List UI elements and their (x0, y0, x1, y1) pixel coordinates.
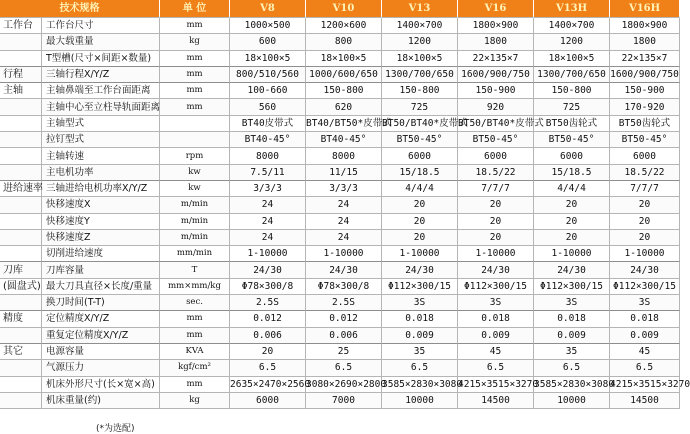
value-cell: 6.5 (230, 360, 306, 376)
value-cell: 24/30 (610, 262, 680, 278)
category-cell: 进给速率 (0, 181, 42, 197)
header-model: V8 (230, 0, 306, 18)
table-row (0, 311, 680, 327)
value-cell: 6000 (534, 148, 610, 164)
value-cell: 1800 (610, 34, 680, 50)
value-cell: 1400×700 (382, 18, 458, 34)
value-cell: 22×135×7 (458, 51, 534, 67)
value-cell: 24/30 (534, 262, 610, 278)
category-cell (0, 214, 42, 230)
value-cell: 0.018 (610, 311, 680, 327)
header-model: V16 (458, 0, 534, 18)
unit-cell: sec. (160, 295, 230, 311)
value-cell: BT40皮带式 (230, 116, 306, 132)
parameter-cell: 工作台尺寸 (42, 18, 160, 34)
value-cell: 2.5S (230, 295, 306, 311)
value-cell: 15/18.5 (534, 165, 610, 181)
value-cell: Φ112×300/15 (534, 279, 610, 295)
category-cell: 刀库 (0, 262, 42, 278)
category-cell: 主轴 (0, 83, 42, 99)
value-cell: 24 (306, 197, 382, 213)
parameter-cell: 主轴转速 (42, 148, 160, 164)
unit-cell: mm (160, 328, 230, 344)
value-cell: 10000 (534, 393, 610, 409)
value-cell: 6000 (382, 148, 458, 164)
category-cell (0, 34, 42, 50)
unit-cell: mm (160, 18, 230, 34)
parameter-cell: 机床外形尺寸(长×宽×高) (42, 377, 160, 393)
value-cell: BT50齿轮式 (534, 116, 610, 132)
parameter-cell: 换刀时间(T-T) (42, 295, 160, 311)
value-cell: 20 (382, 214, 458, 230)
value-cell: 0.006 (306, 328, 382, 344)
table-row (0, 230, 680, 246)
optional-note: (*为选配) (96, 424, 135, 434)
parameter-cell: 刀库容量 (42, 262, 160, 278)
table-row (0, 214, 680, 230)
value-cell: BT50-45° (382, 132, 458, 148)
value-cell: 0.018 (382, 311, 458, 327)
value-cell: 20 (610, 197, 680, 213)
value-cell: 800 (306, 34, 382, 50)
category-cell (0, 393, 42, 409)
value-cell: 3585×2830×3080 (534, 377, 610, 393)
value-cell: 1400×700 (534, 18, 610, 34)
value-cell: 1200 (382, 34, 458, 50)
unit-cell: mm (160, 377, 230, 393)
value-cell: 20 (382, 230, 458, 246)
value-cell: 560 (230, 99, 306, 115)
category-cell (0, 230, 42, 246)
unit-cell: mm (160, 51, 230, 67)
parameter-cell: T型槽(尺寸×间距×数量) (42, 51, 160, 67)
value-cell: 1000/600/650 (306, 67, 382, 83)
value-cell: 14500 (458, 393, 534, 409)
value-cell: 100-660 (230, 83, 306, 99)
value-cell: 7/7/7 (610, 181, 680, 197)
value-cell: 3/3/3 (230, 181, 306, 197)
parameter-cell: 切削进给速度 (42, 246, 160, 262)
unit-cell: T (160, 262, 230, 278)
value-cell: 150-900 (610, 83, 680, 99)
unit-cell: mm×mm/kg (160, 279, 230, 295)
value-cell: 0.009 (534, 328, 610, 344)
value-cell: 0.012 (306, 311, 382, 327)
value-cell: 20 (458, 230, 534, 246)
value-cell: 1300/700/650 (534, 67, 610, 83)
value-cell: 20 (534, 197, 610, 213)
value-cell: 4215×3515×3270 (610, 377, 680, 393)
category-cell (0, 116, 42, 132)
unit-cell: mm (160, 99, 230, 115)
value-cell: 0.006 (230, 328, 306, 344)
unit-cell: mm (160, 83, 230, 99)
value-cell: 10000 (382, 393, 458, 409)
table-row (0, 83, 680, 99)
value-cell: 7.5/11 (230, 165, 306, 181)
table-row (0, 328, 680, 344)
value-cell: 24 (230, 230, 306, 246)
value-cell: 8000 (230, 148, 306, 164)
unit-cell: rpm (160, 148, 230, 164)
unit-cell: kw (160, 165, 230, 181)
value-cell: 3S (610, 295, 680, 311)
value-cell: 24/30 (230, 262, 306, 278)
category-cell: (圆盘式) (0, 279, 42, 295)
value-cell: 1-10000 (382, 246, 458, 262)
value-cell: 7000 (306, 393, 382, 409)
value-cell: 45 (458, 344, 534, 360)
parameter-cell: 主轴中心至立柱导轨面距离 (42, 99, 160, 115)
value-cell: 20 (534, 214, 610, 230)
header-spec: 技术规格 (0, 0, 160, 18)
category-cell (0, 51, 42, 67)
value-cell: 6000 (230, 393, 306, 409)
value-cell: 0.012 (230, 311, 306, 327)
value-cell: 150-800 (306, 83, 382, 99)
unit-cell (160, 132, 230, 148)
table-row (0, 393, 680, 409)
parameter-cell: 最大刀具直径×长度/重量 (42, 279, 160, 295)
unit-cell: kw (160, 181, 230, 197)
parameter-cell: 快移速度Z (42, 230, 160, 246)
value-cell: 4/4/4 (382, 181, 458, 197)
value-cell: BT50齿轮式 (610, 116, 680, 132)
category-cell: 其它 (0, 344, 42, 360)
table-row (0, 148, 680, 164)
value-cell: BT40-45° (230, 132, 306, 148)
value-cell: 24/30 (382, 262, 458, 278)
category-cell (0, 377, 42, 393)
table-row (0, 344, 680, 360)
value-cell: 15/18.5 (382, 165, 458, 181)
value-cell: 1-10000 (230, 246, 306, 262)
value-cell: 1200×600 (306, 18, 382, 34)
parameter-cell: 主轴鼻端至工作台面距离 (42, 83, 160, 99)
value-cell: 18.5/22 (458, 165, 534, 181)
parameter-cell: 定位精度X/Y/Z (42, 311, 160, 327)
header-model: V16H (610, 0, 680, 18)
value-cell: 1800 (458, 34, 534, 50)
table-row (0, 197, 680, 213)
value-cell: 150-900 (458, 83, 534, 99)
unit-cell: mm/min (160, 246, 230, 262)
table-row (0, 377, 680, 393)
value-cell: 920 (458, 99, 534, 115)
value-cell: 3S (534, 295, 610, 311)
value-cell: 22×135×7 (610, 51, 680, 67)
value-cell: 20 (230, 344, 306, 360)
value-cell: 170-920 (610, 99, 680, 115)
value-cell: 1800×900 (458, 18, 534, 34)
value-cell: 24 (306, 230, 382, 246)
table-row (0, 132, 680, 148)
value-cell: 0.009 (458, 328, 534, 344)
parameter-cell: 重复定位精度X/Y/Z (42, 328, 160, 344)
unit-cell: m/min (160, 230, 230, 246)
value-cell: 1800×900 (610, 18, 680, 34)
unit-cell: KVA (160, 344, 230, 360)
value-cell: 150-800 (382, 83, 458, 99)
category-cell (0, 328, 42, 344)
table-row (0, 34, 680, 50)
value-cell: 725 (534, 99, 610, 115)
category-cell (0, 99, 42, 115)
value-cell: 725 (382, 99, 458, 115)
value-cell: 1-10000 (306, 246, 382, 262)
value-cell: 24 (230, 214, 306, 230)
table-row (0, 51, 680, 67)
unit-cell: kg (160, 34, 230, 50)
value-cell: 3585×2830×3080 (382, 377, 458, 393)
value-cell: 20 (610, 214, 680, 230)
header-model: V13H (534, 0, 610, 18)
value-cell: 18×100×5 (306, 51, 382, 67)
value-cell: 4215×3515×3270 (458, 377, 534, 393)
value-cell: 0.018 (534, 311, 610, 327)
value-cell: 6.5 (610, 360, 680, 376)
unit-cell: m/min (160, 214, 230, 230)
category-cell: 工作台 (0, 18, 42, 34)
unit-cell: mm (160, 67, 230, 83)
table-row (0, 116, 680, 132)
category-cell (0, 165, 42, 181)
parameter-cell: 三轴行程X/Y/Z (42, 67, 160, 83)
category-cell (0, 295, 42, 311)
value-cell: BT50/BT40*皮带式 (382, 116, 458, 132)
value-cell: 7/7/7 (458, 181, 534, 197)
value-cell: Φ112×300/15 (458, 279, 534, 295)
value-cell: 20 (610, 230, 680, 246)
table-row (0, 295, 680, 311)
table-row (0, 279, 680, 295)
value-cell: 0.009 (610, 328, 680, 344)
value-cell: 1600/900/750 (610, 67, 680, 83)
value-cell: 24 (230, 197, 306, 213)
value-cell: 20 (458, 214, 534, 230)
table-row (0, 246, 680, 262)
parameter-cell: 机床重量(约) (42, 393, 160, 409)
category-cell (0, 360, 42, 376)
category-cell: 行程 (0, 67, 42, 83)
value-cell: 6.5 (306, 360, 382, 376)
value-cell: Φ78×300/8 (230, 279, 306, 295)
unit-cell: mm (160, 311, 230, 327)
value-cell: 1600/900/750 (458, 67, 534, 83)
value-cell: 24 (306, 214, 382, 230)
unit-cell (160, 116, 230, 132)
value-cell: 2.5S (306, 295, 382, 311)
table-row (0, 262, 680, 278)
value-cell: 1200 (534, 34, 610, 50)
parameter-cell: 快移速度X (42, 197, 160, 213)
value-cell: 8000 (306, 148, 382, 164)
value-cell: 11/15 (306, 165, 382, 181)
parameter-cell: 电源容量 (42, 344, 160, 360)
value-cell: 600 (230, 34, 306, 50)
value-cell: 6000 (610, 148, 680, 164)
value-cell: 35 (382, 344, 458, 360)
category-cell: 精度 (0, 311, 42, 327)
value-cell: BT40-45° (306, 132, 382, 148)
parameter-cell: 气源压力 (42, 360, 160, 376)
value-cell: 0.018 (458, 311, 534, 327)
value-cell: 1000×500 (230, 18, 306, 34)
value-cell: 14500 (610, 393, 680, 409)
value-cell: 4/4/4 (534, 181, 610, 197)
value-cell: 6.5 (382, 360, 458, 376)
parameter-cell: 三轴进给电机功率X/Y/Z (42, 181, 160, 197)
value-cell: 3S (382, 295, 458, 311)
table-row (0, 99, 680, 115)
parameter-cell: 主电机功率 (42, 165, 160, 181)
value-cell: 6.5 (534, 360, 610, 376)
value-cell: 18×100×5 (382, 51, 458, 67)
value-cell: 0.009 (382, 328, 458, 344)
header-unit: 单 位 (160, 0, 230, 18)
value-cell: Φ112×300/15 (382, 279, 458, 295)
value-cell: Φ112×300/15 (610, 279, 680, 295)
table-row (0, 165, 680, 181)
value-cell: 20 (458, 197, 534, 213)
value-cell: 1-10000 (534, 246, 610, 262)
table-row (0, 360, 680, 376)
value-cell: 2635×2470×2560 (230, 377, 306, 393)
value-cell: 6.5 (458, 360, 534, 376)
value-cell: 6000 (458, 148, 534, 164)
parameter-cell: 主轴型式 (42, 116, 160, 132)
category-cell (0, 197, 42, 213)
value-cell: 20 (382, 197, 458, 213)
table-row (0, 67, 680, 83)
value-cell: 800/510/560 (230, 67, 306, 83)
header-model: V13 (382, 0, 458, 18)
value-cell: 18.5/22 (610, 165, 680, 181)
spec-body (0, 18, 690, 409)
parameter-cell: 拉钉型式 (42, 132, 160, 148)
category-cell (0, 148, 42, 164)
value-cell: 1300/700/650 (382, 67, 458, 83)
parameter-cell: 最大载重量 (42, 34, 160, 50)
value-cell: BT50-45° (534, 132, 610, 148)
category-cell (0, 246, 42, 262)
value-cell: BT50-45° (610, 132, 680, 148)
value-cell: 24/30 (458, 262, 534, 278)
value-cell: 20 (534, 230, 610, 246)
unit-cell: kgf/cm² (160, 360, 230, 376)
value-cell: 24/30 (306, 262, 382, 278)
value-cell: 3S (458, 295, 534, 311)
category-cell (0, 132, 42, 148)
value-cell: 3/3/3 (306, 181, 382, 197)
value-cell: 25 (306, 344, 382, 360)
value-cell: 35 (534, 344, 610, 360)
value-cell: BT50/BT40*皮带式 (458, 116, 534, 132)
value-cell: 18×100×5 (534, 51, 610, 67)
table-row (0, 18, 680, 34)
value-cell: 620 (306, 99, 382, 115)
unit-cell: m/min (160, 197, 230, 213)
header-row (0, 0, 680, 18)
value-cell: 45 (610, 344, 680, 360)
value-cell: 3080×2690×2800 (306, 377, 382, 393)
unit-cell: kg (160, 393, 230, 409)
value-cell: 1-10000 (458, 246, 534, 262)
value-cell: Φ78×300/8 (306, 279, 382, 295)
value-cell: 18×100×5 (230, 51, 306, 67)
value-cell: BT40/BT50*皮带式 (306, 116, 382, 132)
table-row (0, 181, 680, 197)
value-cell: 150-800 (534, 83, 610, 99)
parameter-cell: 快移速度Y (42, 214, 160, 230)
value-cell: BT50-45° (458, 132, 534, 148)
header-model: V10 (306, 0, 382, 18)
value-cell: 1-10000 (610, 246, 680, 262)
